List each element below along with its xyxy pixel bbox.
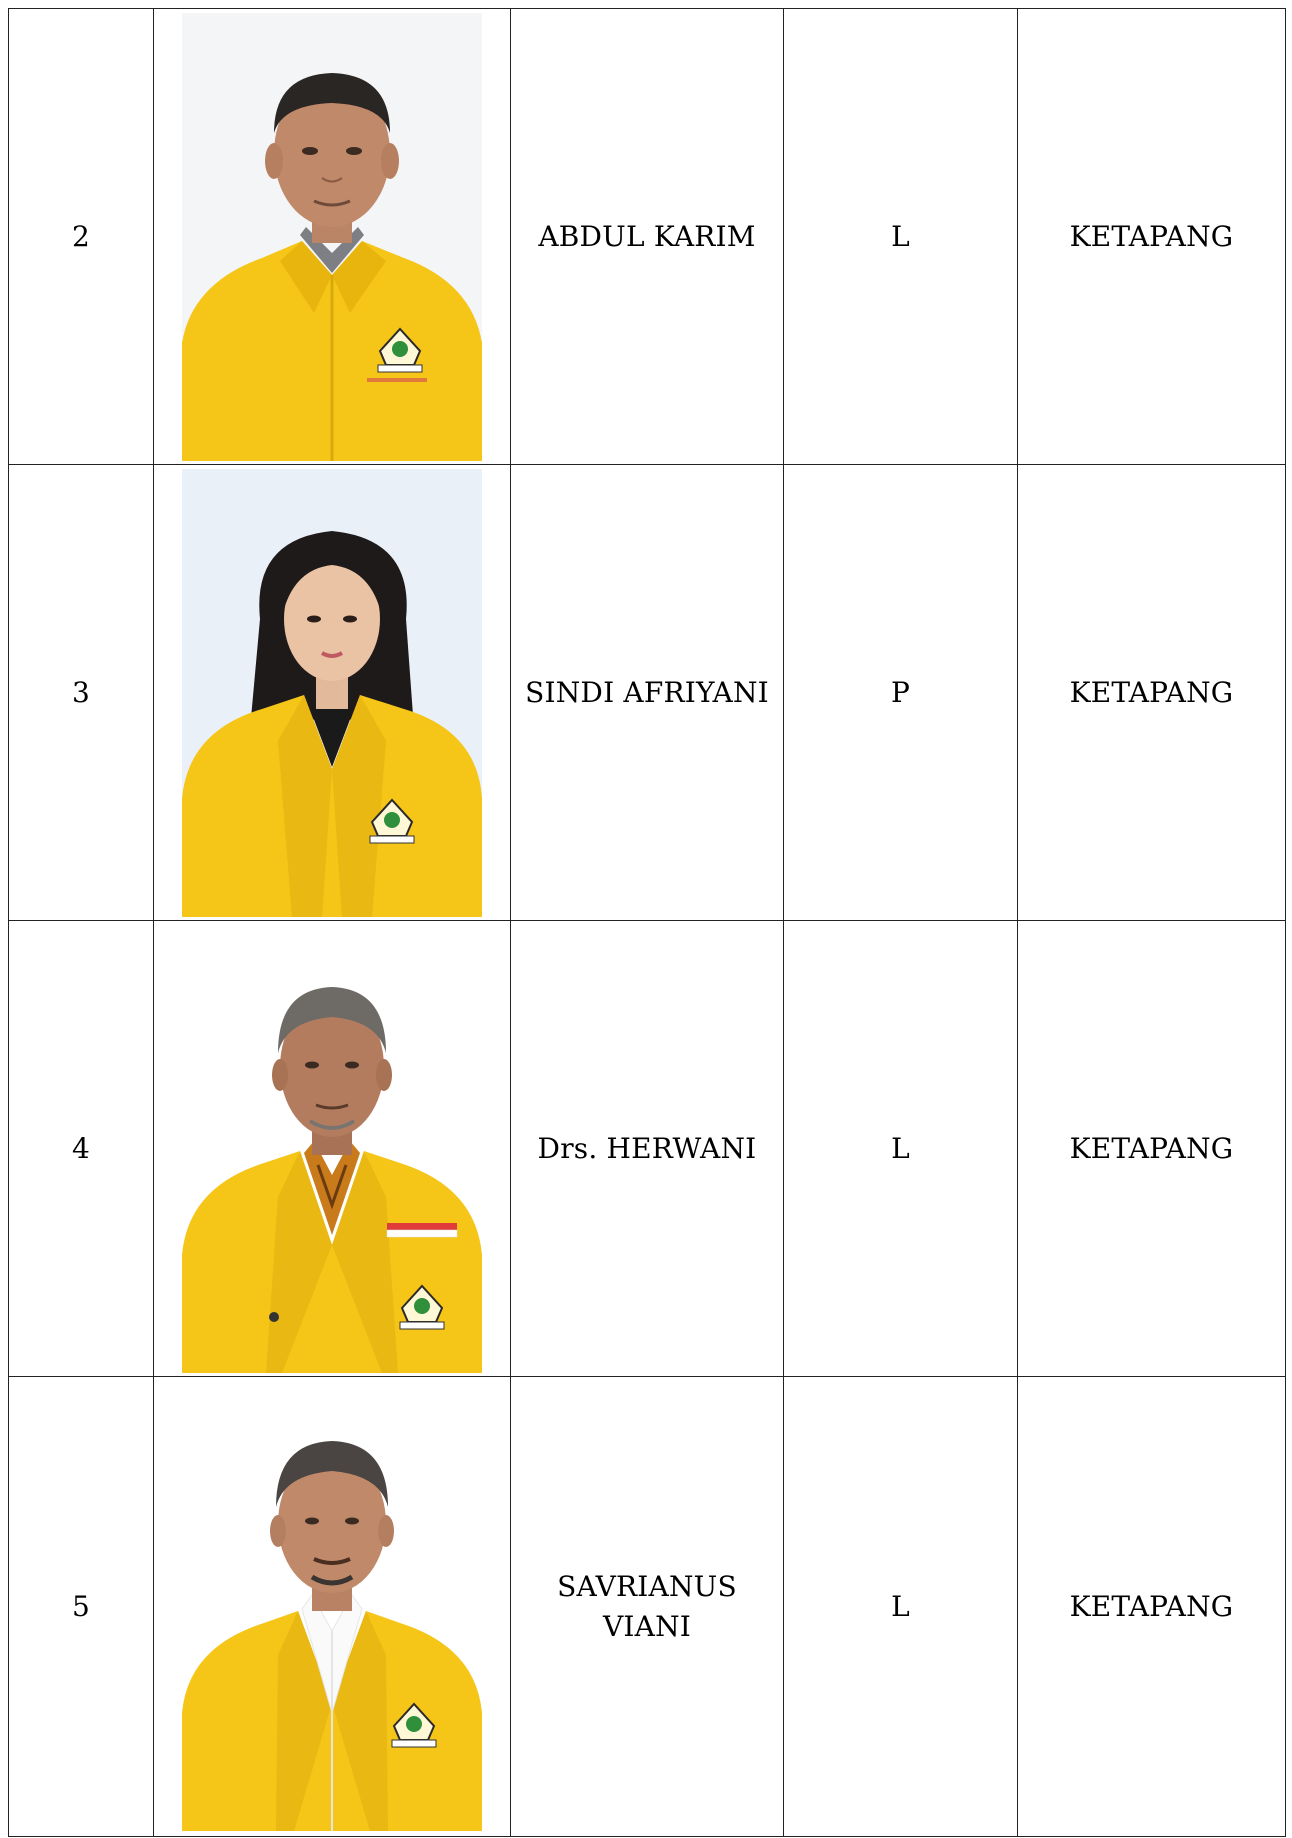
candidate-photo	[182, 13, 482, 461]
table-row	[9, 1377, 1286, 1837]
table-row	[9, 465, 1286, 921]
photo-cell	[154, 1377, 511, 1837]
photo-cell	[154, 921, 511, 1377]
row-number: 5	[9, 1377, 154, 1837]
candidate-name: SINDI AFRIYANI	[511, 465, 784, 921]
candidate-name: ABDUL KARIM	[511, 9, 784, 465]
candidate-region: KETAPANG	[1018, 1377, 1286, 1837]
portrait-man-blazer-white-shirt	[182, 1383, 482, 1831]
row-number: 3	[9, 465, 154, 921]
portrait-woman-blazer	[182, 469, 482, 917]
row-number: 2	[9, 9, 154, 465]
portrait-man-blazer-batik	[182, 925, 482, 1373]
candidate-region: KETAPANG	[1018, 921, 1286, 1377]
candidate-gender: L	[784, 1377, 1018, 1837]
candidate-photo	[182, 1383, 482, 1831]
table-row	[9, 921, 1286, 1377]
portrait-man-shirt	[182, 13, 482, 461]
table-row	[9, 9, 1286, 465]
candidate-gender: P	[784, 465, 1018, 921]
candidate-table	[8, 8, 1286, 1837]
candidate-gender: L	[784, 9, 1018, 465]
candidate-gender: L	[784, 921, 1018, 1377]
candidate-region: KETAPANG	[1018, 465, 1286, 921]
candidate-name: SAVRIANUS VIANI	[511, 1377, 784, 1837]
photo-cell	[154, 465, 511, 921]
photo-cell	[154, 9, 511, 465]
candidate-photo	[182, 925, 482, 1373]
candidate-region: KETAPANG	[1018, 9, 1286, 465]
candidate-photo	[182, 469, 482, 917]
row-number: 4	[9, 921, 154, 1377]
candidate-name: Drs. HERWANI	[511, 921, 784, 1377]
